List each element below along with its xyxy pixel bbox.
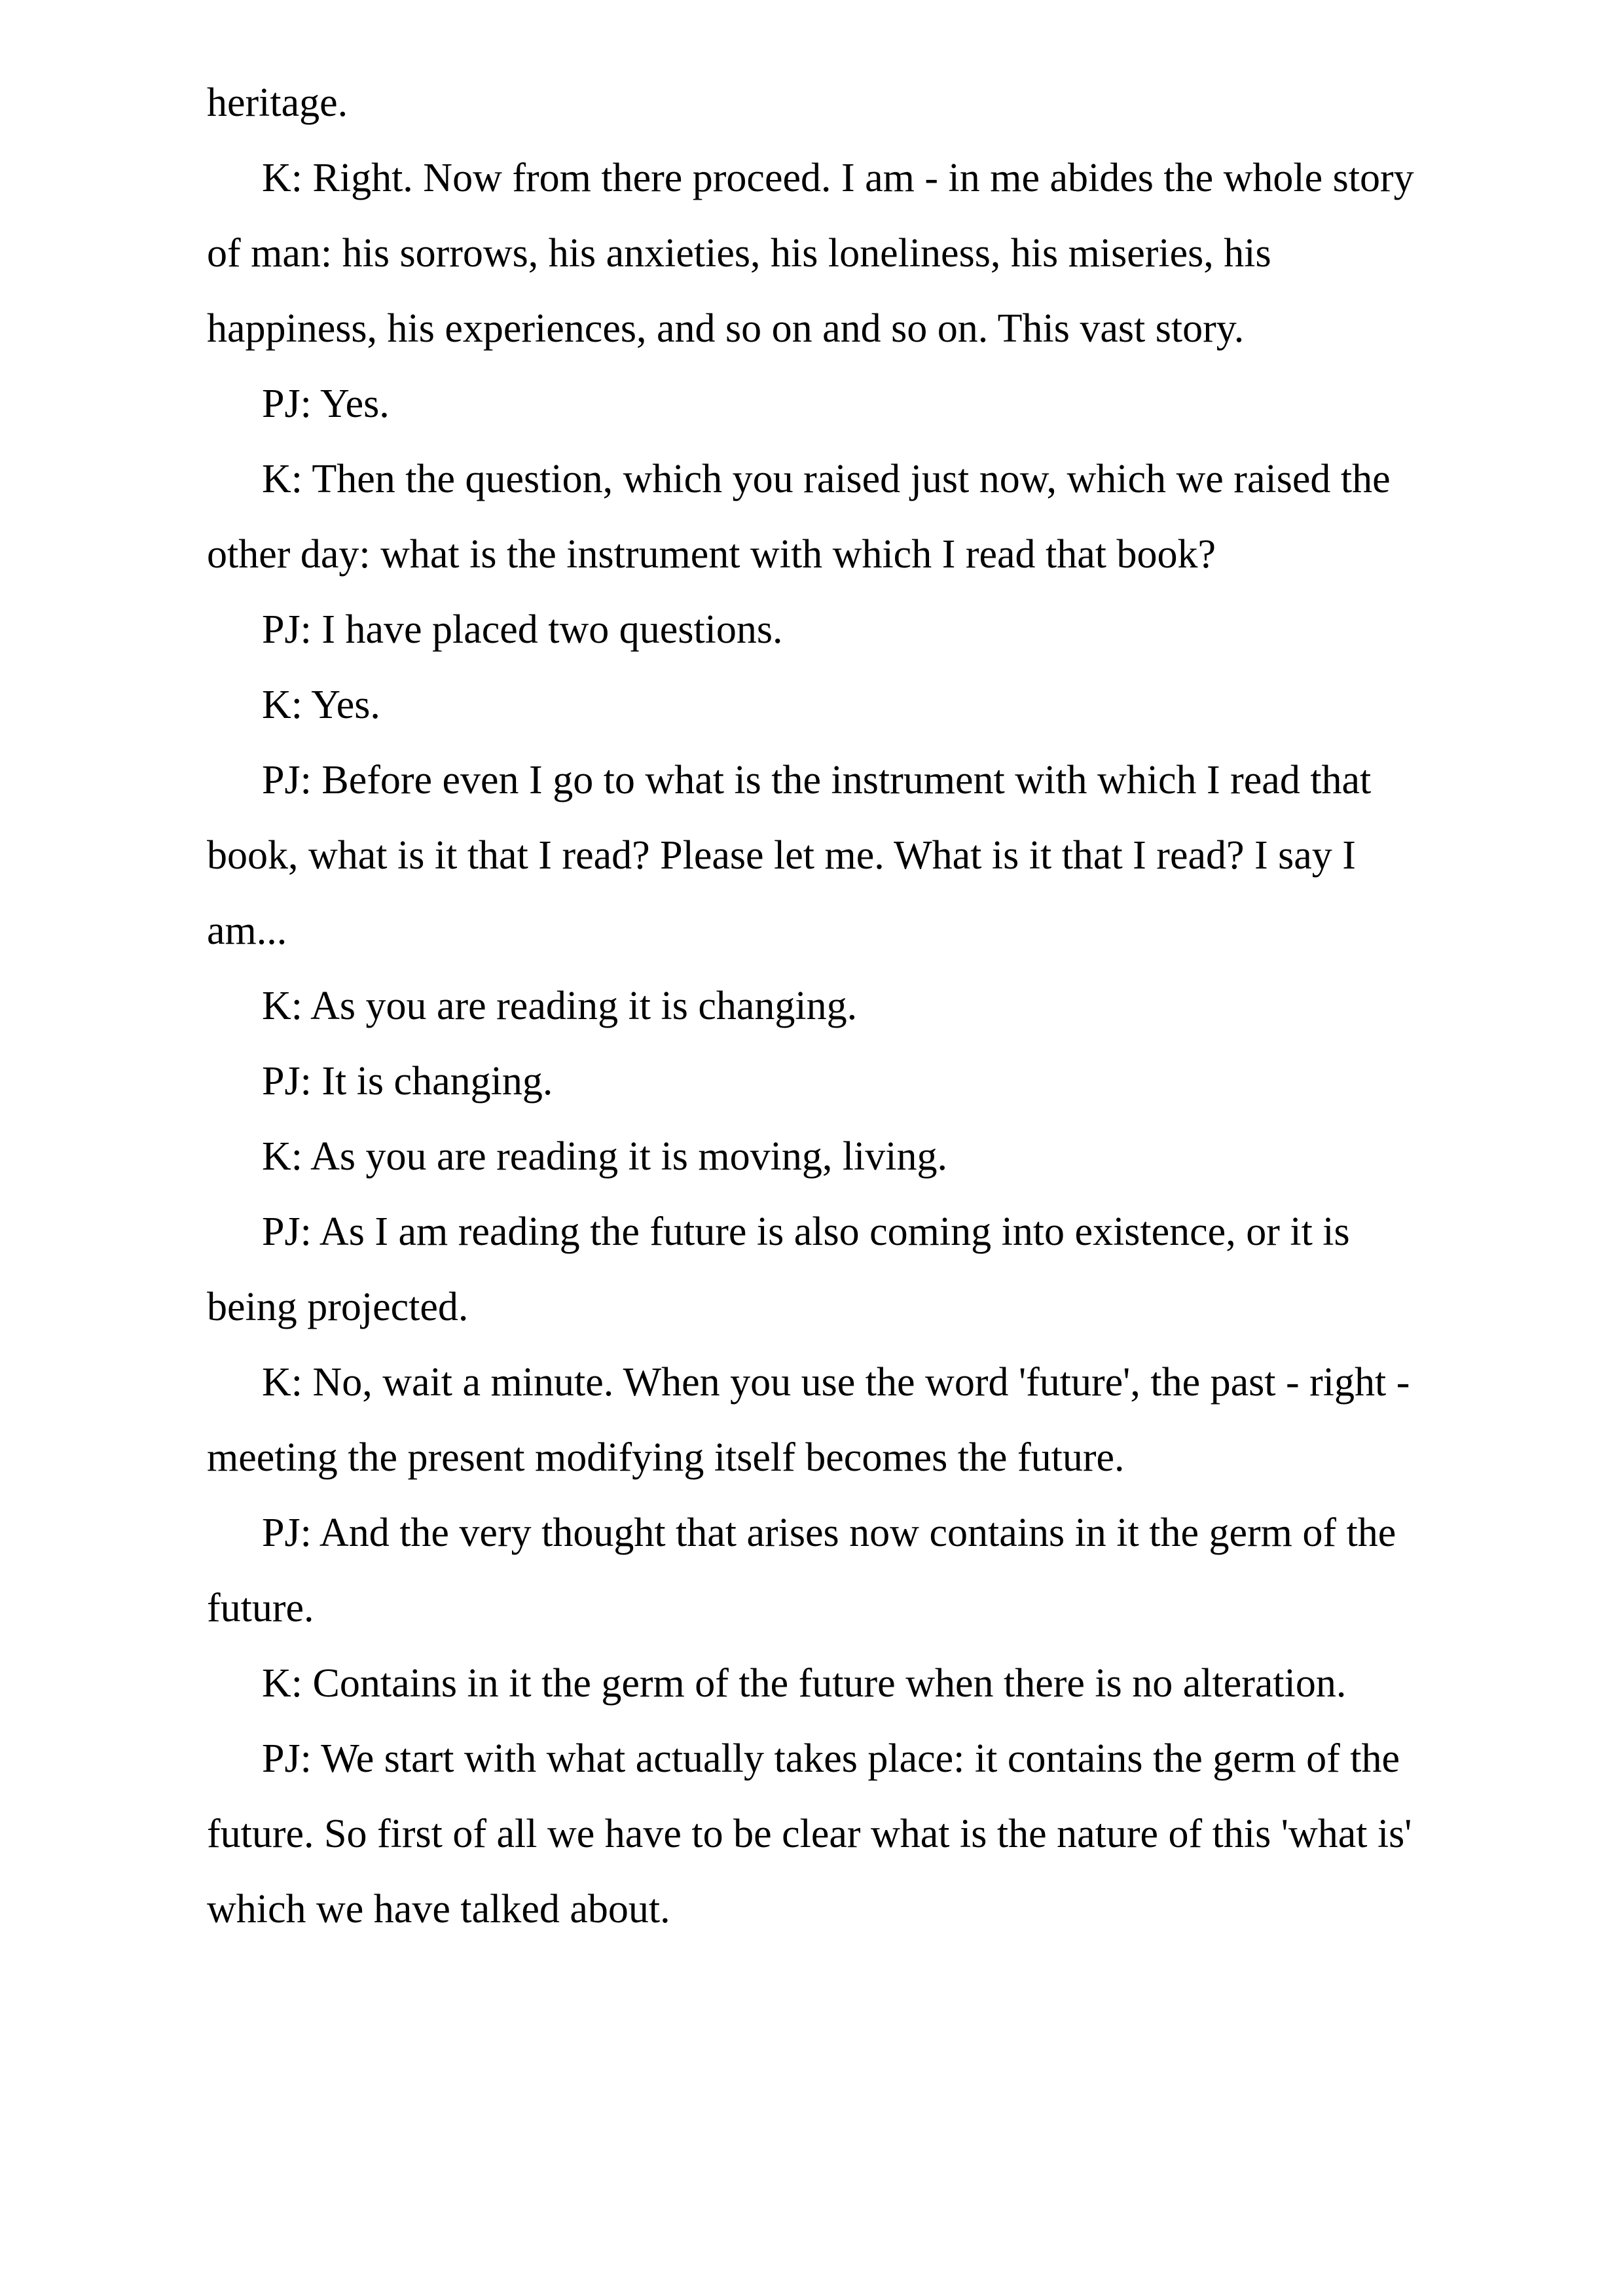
paragraph-k: K: As you are reading it is changing. — [262, 984, 858, 1028]
paragraph-k: K: Right. Now from there proceed. I am - in me abides the whole story of man: his sorrows, his anxieties, his loneliness, his miseries, his happiness, his experiences, and so on and so on. This vast story. — [207, 156, 1414, 351]
paragraph-pj: PJ: Yes. — [262, 382, 390, 426]
paragraph-continuation: heritage. — [207, 81, 348, 125]
paragraph-pj: PJ: And the very thought that arises now contains in it the germ of the future. — [207, 1511, 1396, 1630]
paragraph-k: K: As you are reading it is moving, living. — [262, 1134, 948, 1179]
paragraph-k: K: No, wait a minute. When you use the word 'future', the past - right - meeting the present modifying itself becomes the future. — [207, 1360, 1410, 1480]
paragraph-pj: PJ: Before even I go to what is the instrument with which I read that book, what is it that I read? Please let me. What is it that I read? I say I am... — [207, 758, 1372, 953]
paragraph-k: K: Then the question, which you raised just now, which we raised the other day: what is the instrument with which I read that book? — [207, 457, 1391, 577]
paragraph-pj: PJ: We start with what actually takes place: it contains the germ of the future. So first of all we have to be clear what is the nature of this 'what is' which we have talked about. — [207, 1736, 1412, 1931]
paragraph-k: K: Yes. — [262, 683, 380, 727]
paragraph-pj: PJ: I have placed two questions. — [262, 607, 783, 652]
paragraph-k: K: Contains in it the germ of the future when there is no alteration. — [262, 1661, 1347, 1706]
dialogue-text — [207, 65, 1425, 1947]
paragraph-pj: PJ: It is changing. — [262, 1059, 553, 1103]
paragraph-pj: PJ: As I am reading the future is also coming into existence, or it is being projected. — [207, 1210, 1350, 1329]
